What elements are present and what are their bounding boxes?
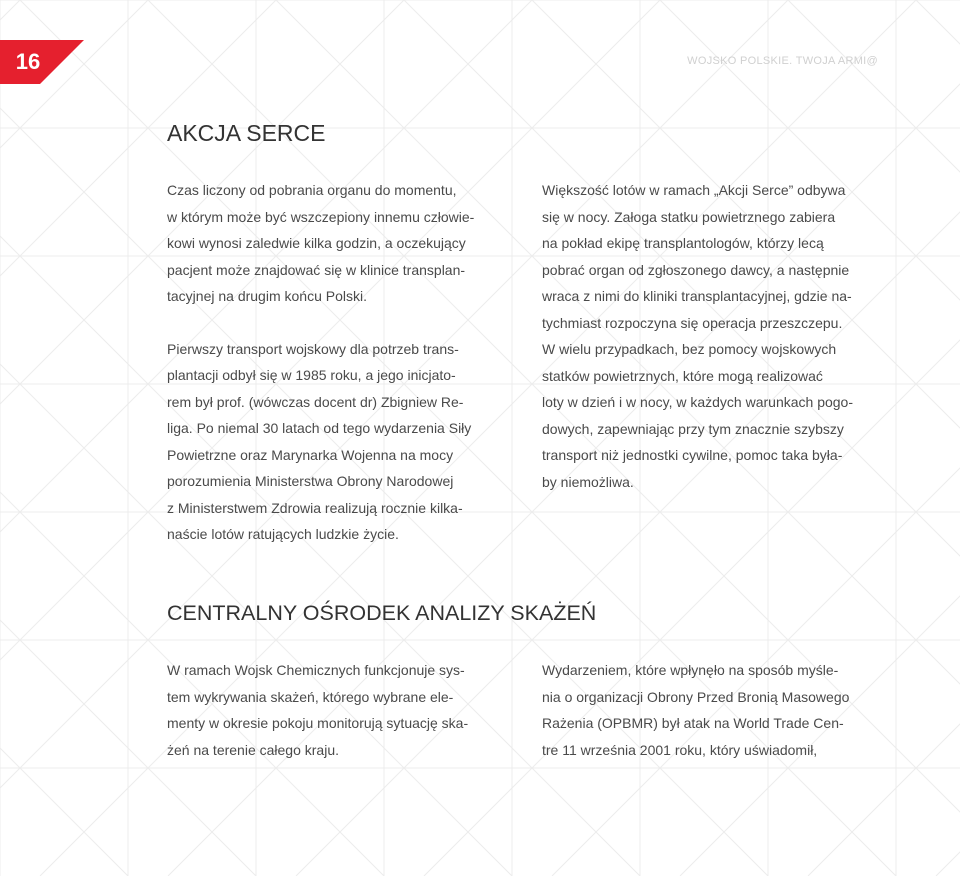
- section-2-right-column: [542, 657, 875, 763]
- page-number: 16: [15, 49, 41, 74]
- paragraph: Większość lotów w ramach „Akcji Serce” odbywa się w nocy. Załoga statku powietrznego zabiera na pokład ekipę transplantologów, którzy lecą pobrać organ od zgłoszonego dawcy, a następnie wraca z nimi do kliniki transplantacyjnej, gdzie na- tychmiast rozpoczyna się operacja przeszczepu. W wielu przypadkach, bez pomocy wojskowych statków powietrznych, które mogą realizować loty w dzień i w nocy, w każdych warunkach pogo- dowych, zapewniając przy tym znacznie szybszy transport niż jednostki cywilne, pomoc taka była- by niemożliwa.: [542, 182, 853, 490]
- section-2-left-column: [167, 657, 500, 763]
- section-title-centralny-osrodek: CENTRALNY OŚRODEK ANALIZY SKAŻEŃ: [167, 601, 597, 625]
- section-title-akcja-serce: AKCJA SERCE: [167, 120, 326, 146]
- paragraph: Pierwszy transport wojskowy dla potrzeb trans- plantacji odbył się w 1985 roku, a jego inicjato- rem był prof. (wówczas docent dr) Zbigniew Re- liga. Po niemal 30 latach od tego wydarzenia Siły Powietrzne oraz Marynarka Wojenna na mocy porozumienia Ministerstwa Obrony Narodowej z Ministerstwem Zdrowia realizują rocznie kilka- naście lotów ratujących ludzkie życie.: [167, 340, 472, 542]
- section-1-left-column: [167, 177, 500, 548]
- paragraph: Wydarzeniem, które wpłynęło na sposób myśle- nia o organizacji Obrony Przed Bronią Masowego Rażenia (OPBMR) był atak na World Trade Cen- tre 11 września 2001 roku, który uświadomił,: [542, 662, 850, 758]
- section-1-right-column: [542, 177, 875, 495]
- paragraph: W ramach Wojsk Chemicznych funkcjonuje sys- tem wykrywania skażeń, którego wybrane ele- menty w okresie pokoju monitorują sytuację ska- żeń na terenie całego kraju.: [167, 662, 469, 758]
- paragraph-spacer: [167, 310, 500, 336]
- running-header-title: WOJSKO POLSKIE. TWOJA ARMI@: [687, 55, 878, 67]
- paragraph: Czas liczony od pobrania organu do momentu, w którym może być wszczepiony innemu człowie- kowi wynosi zaledwie kilka godzin, a oczekujący pacjent może znajdować się w klinice transplan- tacyjnej na drugim końcu Polski.: [167, 182, 475, 304]
